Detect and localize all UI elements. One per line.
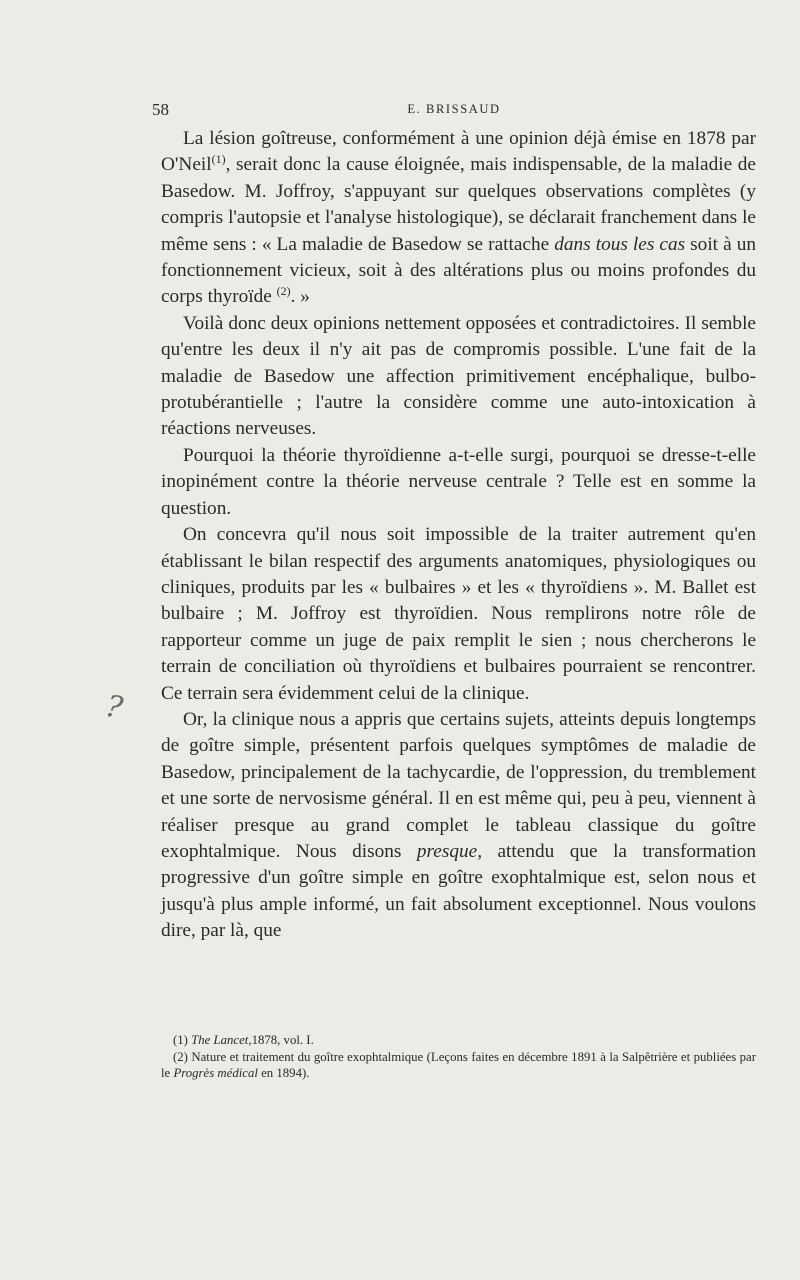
footnote-marker: (2) — [173, 1049, 188, 1064]
paragraph-text: La lésion goîtreuse, conformément à une opinion déjà émise en 1878 par O'Neil — [161, 128, 756, 176]
paragraph-5 — [161, 707, 756, 945]
paragraph-3: Pourquoi la théorie thyroïdienne a-t-elle surgi, pourquoi se dresse-t-elle inopinément contre la théorie nerveuse centrale ? Telle est en somme la question. — [161, 444, 756, 519]
footnote-ref-1: (1) — [211, 152, 226, 167]
footnote-text: en 1894). — [257, 1066, 310, 1080]
footnote-marker: (1) — [173, 1033, 188, 1047]
page-number: 58 — [152, 100, 169, 119]
footnote-text: Nature et traitement du goître exophtalmique (Leçons faites en décembre 1891 à la Salpêtrière et publiées par le — [161, 1049, 757, 1080]
footnote-title: The Lancet, — [191, 1033, 252, 1047]
footnote-ref-2: (2) — [276, 284, 291, 299]
running-head: E. BRISSAUD — [407, 102, 501, 116]
paragraph-text: . » — [290, 286, 310, 308]
page-header — [152, 100, 756, 124]
footnotes — [161, 1032, 756, 1082]
footnote-text: 1878, vol. I. — [251, 1033, 314, 1047]
footnote-2 — [161, 1049, 756, 1082]
body-text — [161, 126, 756, 945]
paragraph-2: Voilà donc deux opinions nettement opposées et contradictoires. Il semble qu'entre les deux il n'y ait pas de compromis possible. L'une fait de la maladie de Basedow une affection primitivement encéphalique, bulbo-protubérantielle ; l'autre la considère comme une auto-intoxication à réactions nerveuses. — [161, 312, 756, 440]
paragraph-text: Or, la clinique nous a appris que certains sujets, atteints depuis longtemps de goître simple, présentent parfois quelques symptômes de maladie de Basedow, principalement de la tachycardie, de l'oppression, du tremblement et une sorte de nervosisme général. Il en est même qui, peu à peu, viennent à réaliser presque au grand complet le tableau classique du goître exophtalmique. Nous disons — [161, 708, 756, 862]
footnote-1 — [161, 1032, 756, 1049]
paragraph-4: On concevra qu'il nous soit impossible de la traiter autrement qu'en établissant le bilan respectif des arguments anatomiques, physiologiques ou cliniques, produits par les « bulbaires » et les « thyroïdiens ». M. Ballet est bulbaire ; M. Joffroy est thyroïdien. Nous remplirons notre rôle de rapporteur comme un juge de paix remplit le sien ; nous chercherons le terrain de conciliation où thyroïdiens et bulbaires pourraient se rencontrer. Ce terrain sera évidemment celui de la clinique. — [161, 524, 756, 704]
emphasis-text: presque, — [416, 840, 483, 862]
paragraph-text: soit à un fonctionnement vicieux, soit à des altérations plus ou moins profondes du corps thyroïde — [161, 233, 756, 308]
handwritten-margin-mark: ? — [102, 688, 126, 727]
paragraph-text: , serait donc la cause éloignée, mais indispensable, de la maladie de Basedow. M. Joffroy, s'appuyant sur quelques observations complètes (y compris l'autopsie et l'analyse histologique), se déclarait franchement dans le même sens : « La maladie de Basedow se rattache — [161, 154, 756, 255]
paragraph-text: attendu que la transformation progressive d'un goître simple en goître exophtalmique est, selon nous et jusqu'à plus ample informé, un fait absolument exceptionnel. Nous voulons dire, par là, que — [161, 840, 756, 942]
paragraph-1 — [161, 126, 756, 311]
emphasis-text: dans tous les cas — [554, 233, 686, 255]
footnote-title: Progrès médical — [173, 1066, 258, 1080]
